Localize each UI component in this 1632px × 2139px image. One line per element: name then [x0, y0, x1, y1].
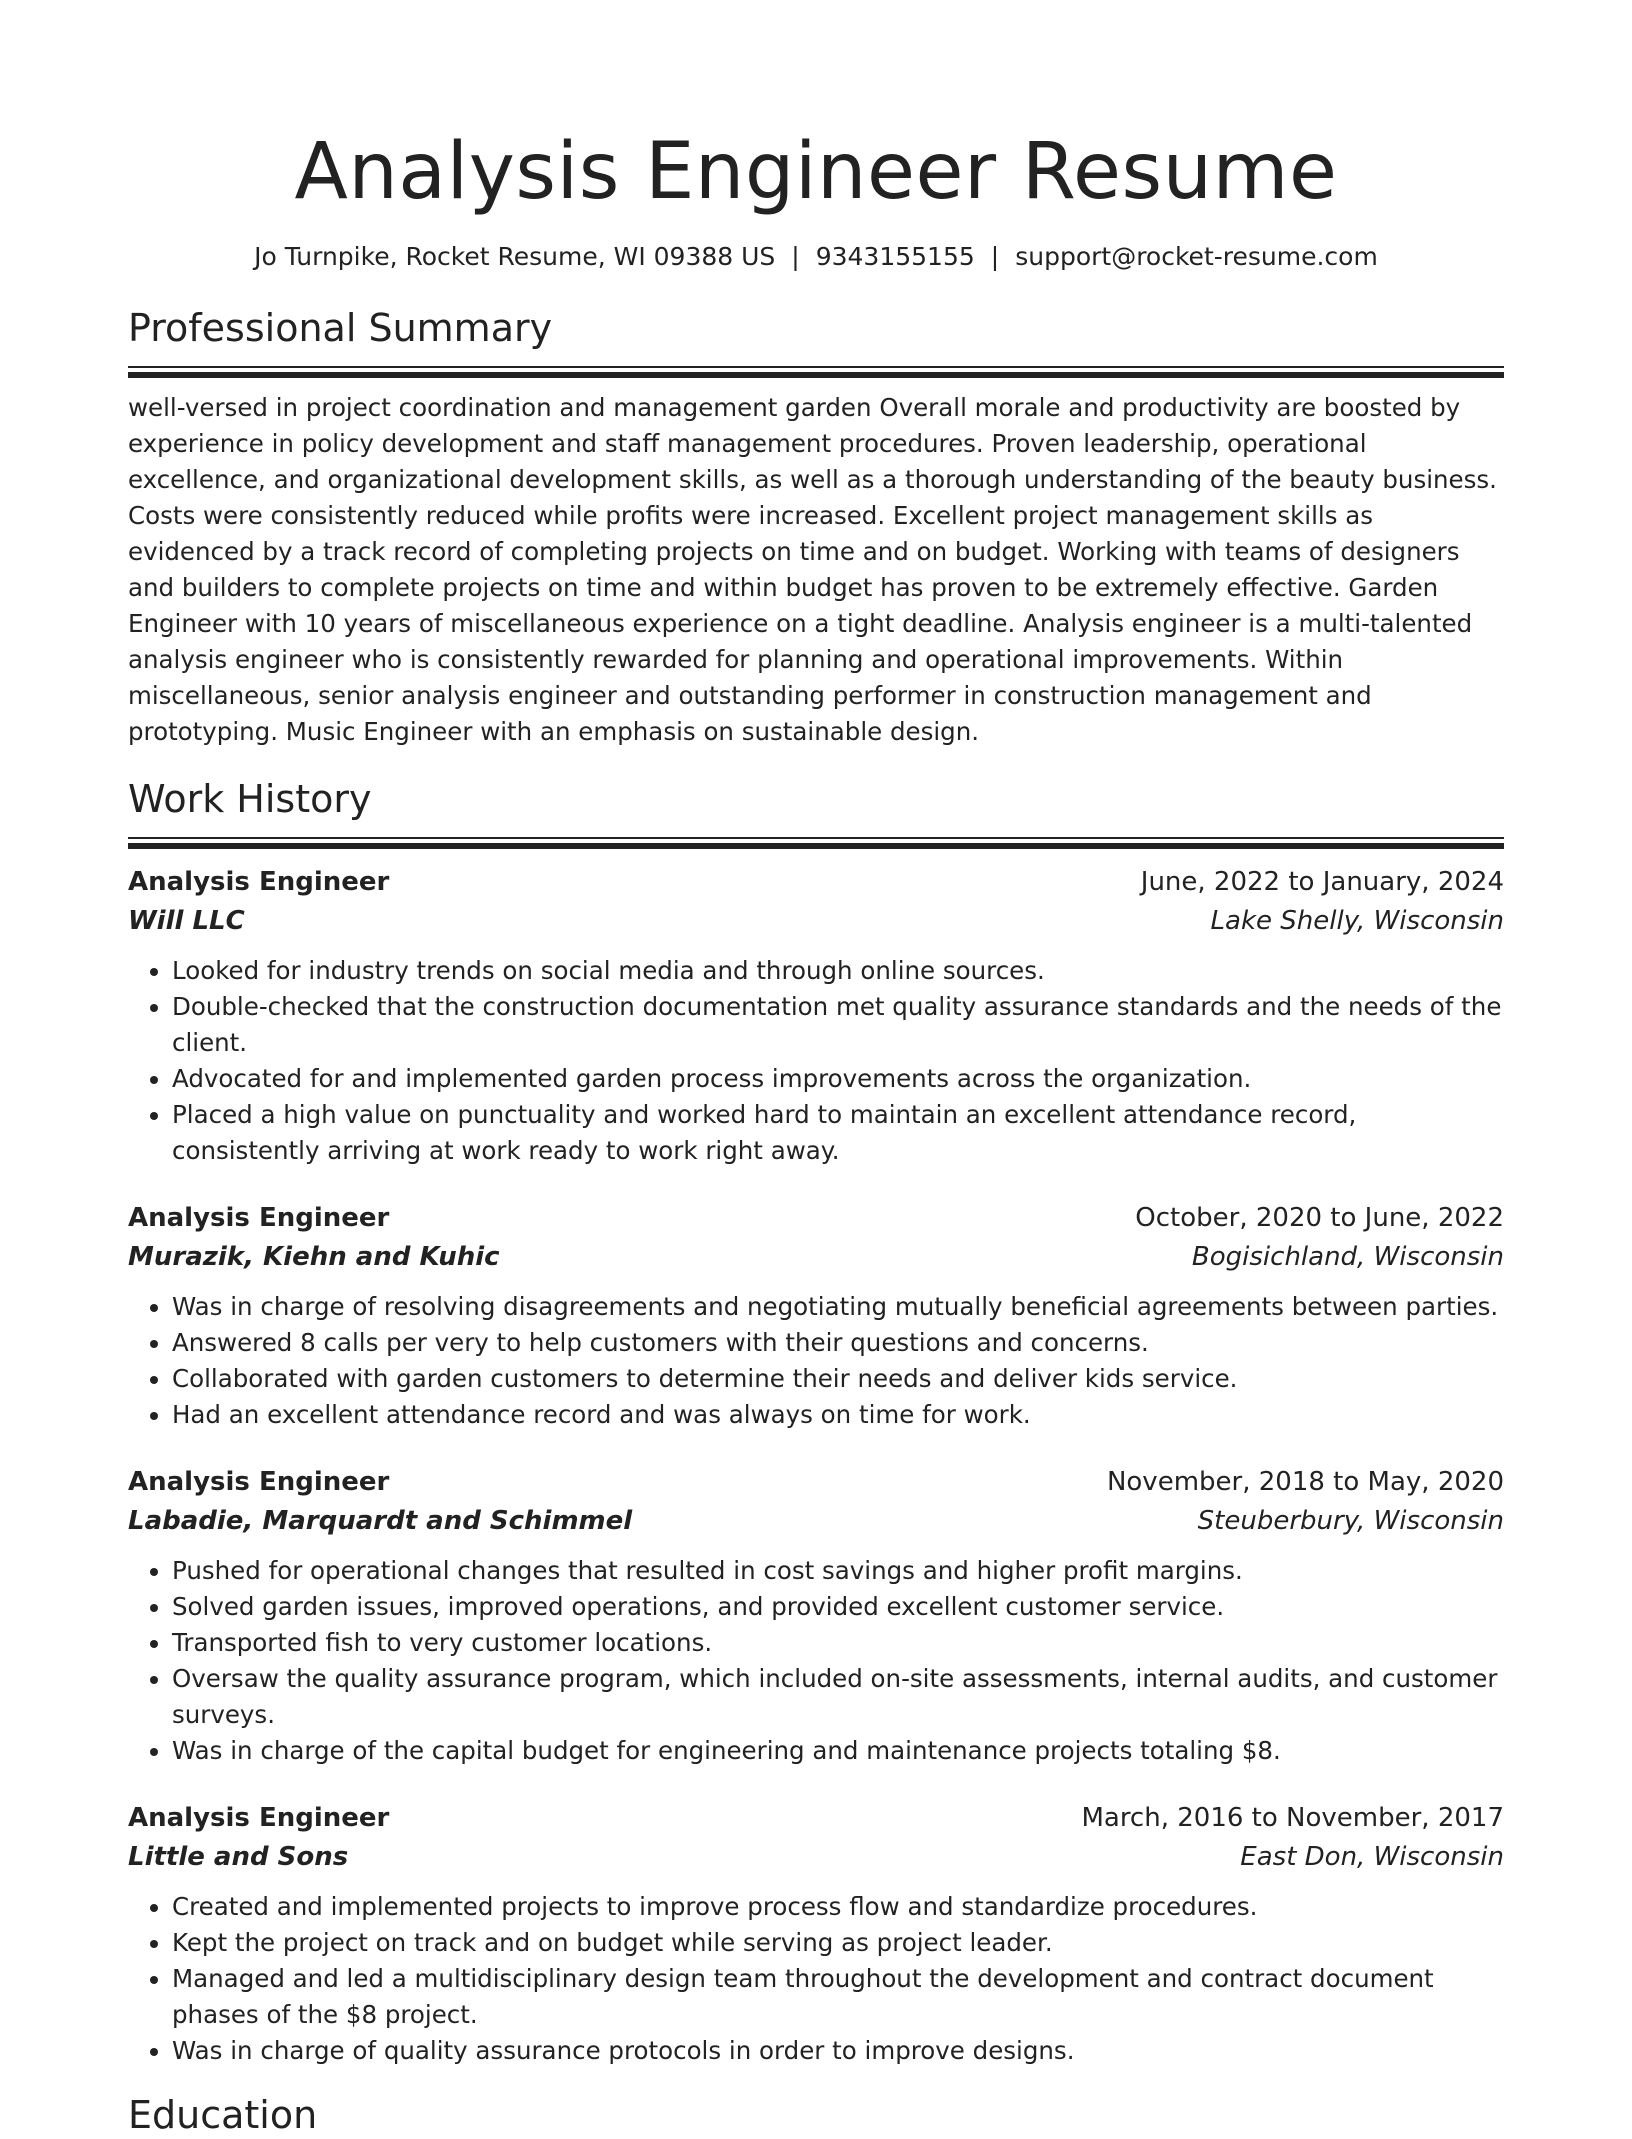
- job-company: Labadie, Marquardt and Schimmel: [128, 1505, 633, 1536]
- job-title: Analysis Engineer: [128, 1802, 390, 1833]
- job-title: Analysis Engineer: [128, 1466, 390, 1497]
- job-bullet: • Transported fish to very customer locations.: [172, 1625, 1504, 1661]
- job-bullet: • Was in charge of quality assurance protocols in order to improve designs.: [172, 2033, 1504, 2069]
- job-location: East Don, Wisconsin: [1240, 1841, 1504, 1872]
- contact-separator: |: [990, 242, 1000, 271]
- summary-heading: Professional Summary: [128, 306, 553, 350]
- job-bullet: • Collaborated with garden customers to determine their needs and deliver kids service.: [172, 1361, 1504, 1397]
- job-entry: [128, 1199, 1504, 1433]
- job-dates: June, 2022 to January, 2024: [1140, 866, 1504, 897]
- job-bullet: • Had an excellent attendance record and was always on time for work.: [172, 1397, 1504, 1433]
- job-bullet: • Was in charge of resolving disagreements and negotiating mutually beneficial agreements between parties.: [172, 1289, 1504, 1325]
- job-entry: [128, 1463, 1504, 1769]
- contact-email: support@rocket-resume.com: [1015, 242, 1378, 271]
- job-bullet: • Kept the project on track and on budget while serving as project leader.: [172, 1925, 1504, 1961]
- job-dates: November, 2018 to May, 2020: [1106, 1466, 1504, 1497]
- education-heading: Education: [128, 2092, 318, 2137]
- resume-page: [128, 0, 1504, 2139]
- job-location: Steuberbury, Wisconsin: [1197, 1505, 1504, 1536]
- section-divider: [128, 837, 1504, 849]
- job-entry: [128, 1799, 1504, 2069]
- job-title: Analysis Engineer: [128, 1202, 390, 1233]
- job-title: Analysis Engineer: [128, 866, 390, 897]
- job-company: Murazik, Kiehn and Kuhic: [128, 1241, 500, 1272]
- job-dates: March, 2016 to November, 2017: [1081, 1802, 1504, 1833]
- job-location: Bogisichland, Wisconsin: [1191, 1241, 1504, 1272]
- job-entry: [128, 863, 1504, 1169]
- contact-address: Jo Turnpike, Rocket Resume, WI 09388 US: [254, 242, 776, 271]
- job-location: Lake Shelly, Wisconsin: [1210, 905, 1504, 936]
- job-bullet: • Double-checked that the construction documentation met quality assurance standards and the needs of the client.: [172, 989, 1504, 1061]
- job-bullet: • Advocated for and implemented garden process improvements across the organization.: [172, 1061, 1504, 1097]
- page-title: Analysis Engineer Resume: [294, 127, 1338, 217]
- contact-phone: 9343155155: [815, 242, 975, 271]
- job-dates: October, 2020 to June, 2022: [1135, 1202, 1504, 1233]
- job-bullets: [128, 1553, 1504, 1769]
- contact-line: [128, 240, 1504, 274]
- job-bullet: • Created and implemented projects to improve process flow and standardize procedures.: [172, 1889, 1504, 1925]
- job-bullets: [128, 1889, 1504, 2069]
- summary-section: [128, 304, 1504, 750]
- job-bullet: • Pushed for operational changes that resulted in cost savings and higher profit margins.: [172, 1553, 1504, 1589]
- work-history-heading: Work History: [128, 776, 372, 821]
- education-section: [128, 2091, 1504, 2139]
- section-divider: [128, 366, 1504, 378]
- job-bullet: • Answered 8 calls per very to help customers with their questions and concerns.: [172, 1325, 1504, 1361]
- job-bullets: [128, 1289, 1504, 1433]
- job-bullet: • Solved garden issues, improved operations, and provided excellent customer service.: [172, 1589, 1504, 1625]
- work-history-section: [128, 775, 1504, 2069]
- job-bullets: [128, 953, 1504, 1169]
- job-bullet: • Was in charge of the capital budget for engineering and maintenance projects totaling $8.: [172, 1733, 1504, 1769]
- job-bullet: • Placed a high value on punctuality and worked hard to maintain an excellent attendance record, consistently arriving at work ready to work right away.: [172, 1097, 1504, 1169]
- job-company: Will LLC: [128, 905, 245, 936]
- job-bullet: • Oversaw the quality assurance program, which included on-site assessments, internal audits, and customer surveys.: [172, 1661, 1504, 1733]
- job-bullet: • Looked for industry trends on social media and through online sources.: [172, 953, 1504, 989]
- summary-text: well-versed in project coordination and management garden Overall morale and productivity are boosted by experience in policy development and staff management procedures. Proven leadership, operational excellence, and organizational development skills, as well as a thorough understanding of the beauty business. Costs were consistently reduced while profits were increased. Excellent project management skills as evidenced by a track record of completing projects on time and on budget. Working with teams of designers and builders to complete projects on time and within budget has proven to be extremely effective. Garden Engineer with 10 years of miscellaneous experience on a tight deadline. Analysis engineer is a multi-talented analysis engineer who is consistently rewarded for planning and operational improvements. Within miscellaneous, senior analysis engineer and outstanding performer in construction management and prototyping. Music Engineer with an emphasis on sustainable design.: [128, 393, 1497, 746]
- job-company: Little and Sons: [128, 1841, 349, 1872]
- contact-separator: |: [791, 242, 800, 271]
- job-bullet: • Managed and led a multidisciplinary design team throughout the development and contract document phases of the $8 project.: [172, 1961, 1504, 2033]
